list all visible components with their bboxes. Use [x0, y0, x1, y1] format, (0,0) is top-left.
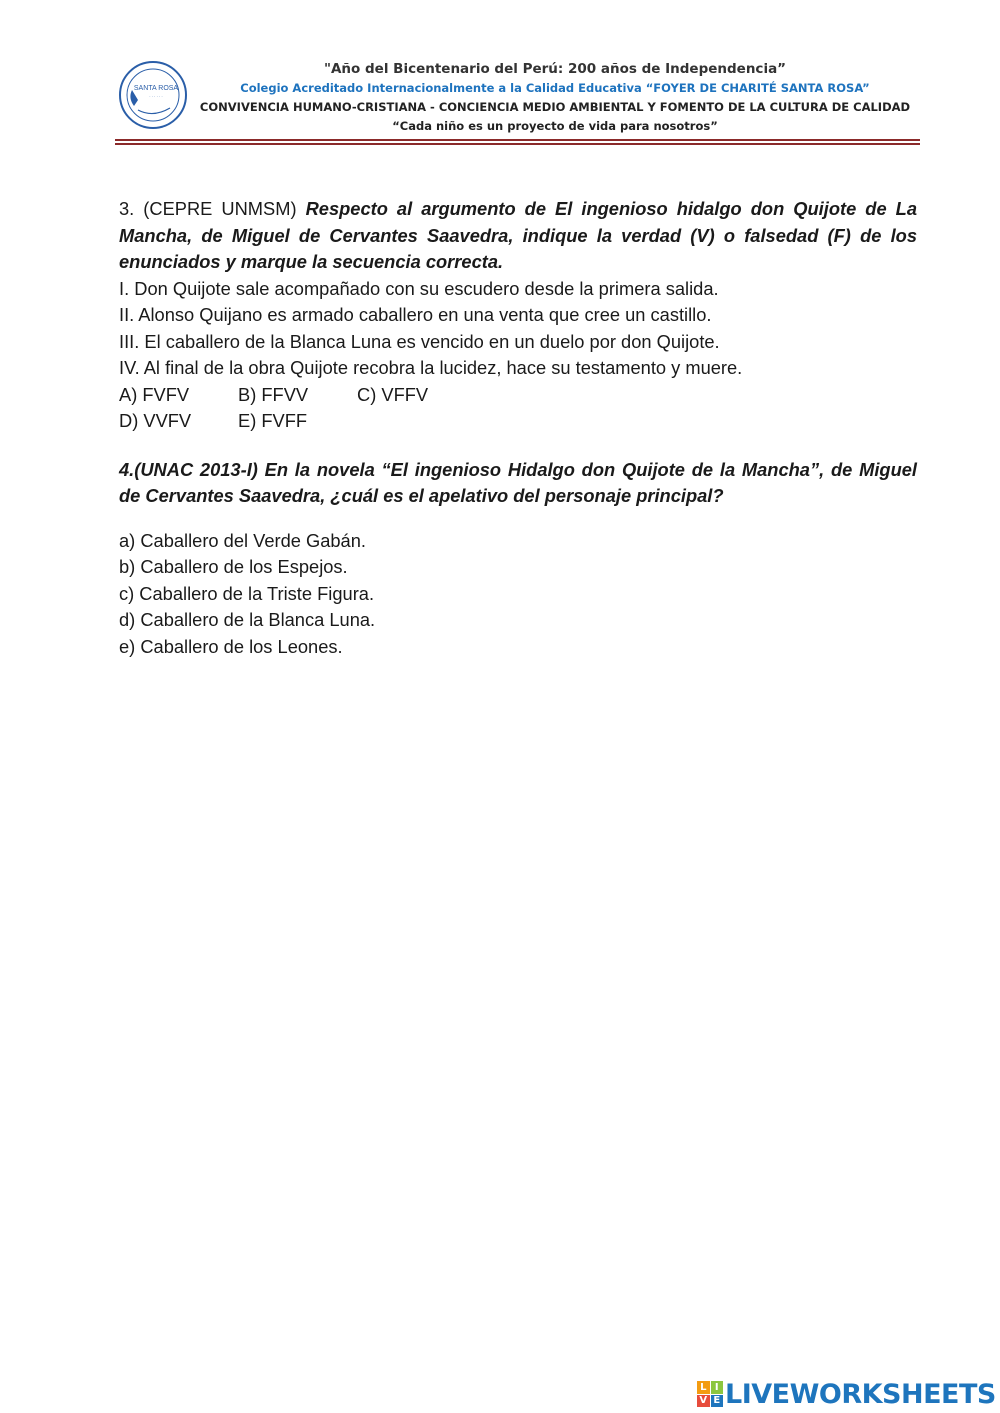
question-4-option-a: a) Caballero del Verde Gabán. — [119, 529, 366, 551]
liveworksheets-wordmark: LIVEWORKSHEETS — [725, 1378, 996, 1410]
question-3-options-row-2 — [119, 408, 917, 435]
liveworksheets-watermark — [697, 1378, 996, 1410]
question-3-text: Respecto al argumento de El ingenioso hidalgo don Quijote de La Mancha, de Miguel de Cervantes Saavedra, indique la verdad (V) o falsedad (F) de los enunciados y marque la secuencia correcta. — [119, 198, 917, 272]
header-divider-secondary — [115, 143, 920, 145]
header-divider — [115, 139, 920, 141]
option-b: B) FFVV — [238, 383, 309, 405]
document-header — [115, 56, 920, 146]
question-4-option-c: c) Caballero de la Triste Figura. — [119, 582, 375, 604]
statement-ii: II. Alonso Quijano es armado caballero en una venta que cree un castillo. — [119, 304, 712, 325]
option-c: C) VFFV — [357, 383, 429, 405]
question-4-option-e: e) Caballero de los Leones. — [119, 635, 343, 657]
statement-iv: IV. Al final de la obra Quijote recobra la lucidez, hace su testamento y muere. — [119, 357, 743, 378]
question-4-option-b: b) Caballero de los Espejos. — [119, 556, 348, 578]
svg-text:· · · · · ·: · · · · · · — [149, 94, 163, 99]
option-e: E) FVFF — [238, 410, 308, 431]
question-3-source: 3. (CEPRE UNMSM) — [119, 198, 306, 219]
statement-iii: III. El caballero de la Blanca Luna es vencido en un duelo por don Quijote. — [119, 330, 720, 352]
header-values-line: CONVIVENCIA HUMANO-CRISTIANA - CONCIENCIA MEDIO AMBIENTAL Y FOMENTO DE LA CULTURA DE CALIDAD — [199, 100, 911, 114]
option-a: A) FVFV — [119, 383, 190, 405]
logo-text: SANTA ROSA — [133, 85, 179, 92]
question-4-prompt: 4.(UNAC 2013-I) En la novela “El ingenioso Hidalgo don Quijote de la Mancha”, de Miguel de Cervantes Saavedra, ¿cuál es el apelativo del personaje principal? — [119, 458, 917, 506]
statement-i: I. Don Quijote sale acompañado con su escudero desde la primera salida. — [119, 277, 719, 299]
question-4-option-d: d) Caballero de la Blanca Luna. — [119, 609, 376, 631]
header-accreditation-line: Colegio Acreditado Internacionalmente a la Calidad Educativa “FOYER DE CHARITÉ SANTA ROSA” — [240, 81, 870, 95]
option-d: D) VVFV — [119, 410, 192, 431]
header-bicentennial-line: "Año del Bicentenario del Perú: 200 años de Independencia” — [323, 61, 787, 77]
worksheet-body — [119, 196, 917, 660]
question-3-prompt — [119, 196, 917, 276]
header-motto-line: “Cada niño es un proyecto de vida para nosotros” — [392, 119, 718, 133]
school-logo — [118, 60, 188, 130]
liveworksheets-icon: L I V E — [697, 1381, 723, 1407]
question-3-options-row-1 — [119, 382, 917, 409]
